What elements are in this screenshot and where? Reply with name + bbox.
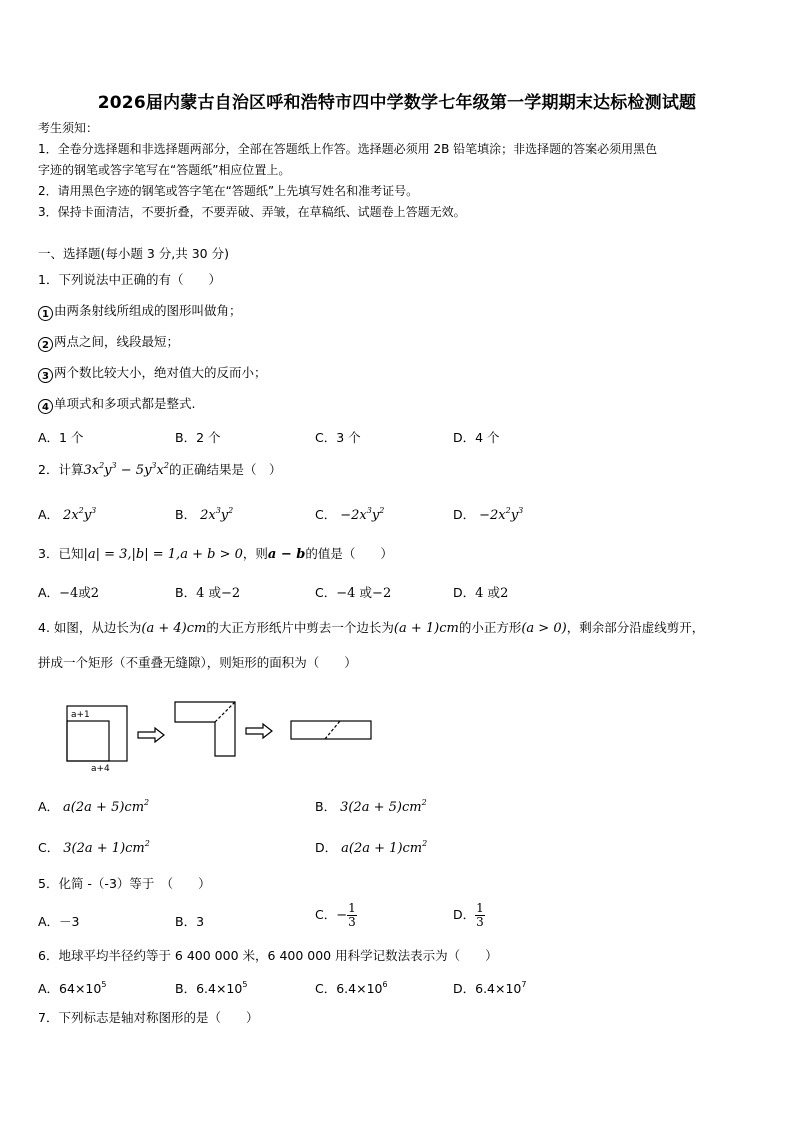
q3-target: a − b (267, 547, 306, 562)
option-label: A． (38, 585, 60, 600)
q2-suffix: 的正确结果是（ ） (168, 462, 282, 477)
statement-4 (38, 396, 195, 414)
q2-option-b: B． $2x^3y^2$ (175, 506, 234, 523)
section-heading: 一、选择题(每小题 3 分,共 30 分) (38, 246, 229, 261)
small-square (67, 721, 109, 761)
question-3-stem (38, 546, 393, 563)
statement-2 (38, 334, 179, 352)
q6-option-a: A．$64\times 10^5$ (38, 980, 107, 996)
circled-number: 1 (38, 306, 53, 321)
option-label: B． (175, 507, 197, 522)
q4-option-b: B． $3(2a + 5)cm^2$ (315, 798, 427, 815)
small-square-label: a+1 (71, 710, 90, 720)
page-title: 2026届内蒙古自治区呼和浩特市四中学数学七年级第一学期期末达标检测试题 (97, 93, 697, 113)
notice-item-3: 3．保持卡面清洁，不要折叠，不要弄破、弄皱，在草稿纸、试题卷上答题无效。 (38, 205, 466, 219)
l-shape (175, 702, 235, 756)
option-label: D． (453, 585, 476, 600)
notice-heading: 考生须知： (38, 121, 99, 135)
q1-option-a: A．1 个 (38, 430, 84, 445)
q3-option-a: A．−4或2 (38, 585, 100, 601)
q1-option-c: C．3 个 (315, 430, 361, 445)
option-label: B． (175, 585, 197, 600)
statement-3 (38, 365, 267, 383)
q3-option-b: B．4 或−2 (175, 585, 241, 601)
q4-mid2: 的小正方形 (458, 620, 522, 635)
q4-option-a: A． $a(2a + 5)cm^2$ (38, 798, 150, 815)
dashed-cut (325, 721, 340, 739)
statement-text: 单项式和多项式都是整式. (54, 396, 196, 411)
option-label: A． (38, 799, 60, 814)
notice-item-2: 2．请用黑色字迹的钢笔或答字笔在“答题纸”上先填写姓名和准考证号。 (38, 184, 419, 198)
q2-expression: $3x^2y^3 - 5y^3x^2$ (83, 461, 169, 478)
q1-option-b: B．2 个 (175, 430, 221, 445)
option-label: C． (315, 507, 337, 522)
fraction: $\frac{1}{3}$ (348, 901, 356, 929)
q6-option-c: C．$6.4\times 10^6$ (315, 980, 388, 996)
rectangle (291, 721, 371, 739)
q2-prefix: 2．计算 (38, 462, 84, 477)
option-label: D． (453, 907, 476, 922)
notice-item-1-line-2: 字迹的钢笔或答字笔写在“答题纸”相应位置上。 (38, 163, 291, 177)
big-square-label: a+4 (91, 764, 110, 774)
q4-prefix: 4. 如图，从边长为 (38, 620, 142, 635)
circled-number: 2 (38, 337, 53, 352)
q4-figure (55, 696, 385, 776)
q4-suffix: ，剩余部分沿虚线剪开， (566, 620, 705, 635)
q1-option-d: D．4 个 (453, 430, 500, 445)
fraction: $\frac{1}{3}$ (476, 901, 484, 929)
q6-option-b: B．$6.4\times 10^5$ (175, 980, 248, 996)
statement-text: 两个数比较大小，绝对值大的反而小； (54, 365, 267, 380)
option-label: D． (453, 507, 476, 522)
question-1-stem: 1．下列说法中正确的有（ ） (38, 272, 221, 287)
option-label: D． (315, 840, 338, 855)
q5-option-b: B．3 (175, 914, 205, 929)
dashed-cut (215, 702, 235, 722)
q2-option-c: C． $-2x^3y^2$ (315, 506, 385, 523)
statement-text: 由两条射线所组成的图形叫做角； (54, 303, 242, 318)
q3-prefix: 3．已知 (38, 546, 84, 561)
q3-middle: ，则 (242, 546, 268, 561)
question-6-stem: 6．地球平均半径约等于 6 400 000 米，6 400 000 用科学记数法表示为（ ） (38, 948, 498, 963)
notice-item-1-line-1: 1．全卷分选择题和非选择题两部分，全部在答题纸上作答。选择题必须用 2B 铅笔填涂；非选择题的答案必须用黑色 (38, 142, 658, 156)
statement-1 (38, 303, 242, 321)
q3-suffix: 的值是（ ） (305, 546, 393, 561)
q3-option-d: D．4 或2 (453, 585, 509, 601)
circled-number: 3 (38, 368, 53, 383)
q4-option-c: C． $3(2a + 1)cm^2$ (38, 839, 150, 856)
q4-mid1: 的大正方形纸片中剪去一个边长为 (206, 620, 394, 635)
q5-option-c: C．− $\frac{1}{3}$ (315, 901, 356, 929)
option-label: C． (38, 840, 60, 855)
option-label: C． (315, 907, 337, 922)
q6-option-d: D．$6.4\times 10^7$ (453, 980, 527, 996)
q3-option-c: C．−4 或−2 (315, 585, 392, 601)
q5-option-a: A．－3 (38, 914, 80, 929)
q2-option-d: D． $-2x^2y^3$ (453, 506, 524, 523)
arrow-right-icon (246, 724, 272, 738)
option-label: C． (315, 585, 337, 600)
question-4-stem-line-2: 拼成一个矩形（不重叠无缝隙），则矩形的面积为（ ） (38, 655, 357, 670)
q4-option-d: D． $a(2a + 1)cm^2$ (315, 839, 428, 856)
question-5-stem: 5．化简 -（-3）等于 （ ） (38, 876, 211, 891)
q2-option-a: A． $2x^2y^3$ (38, 506, 97, 523)
statement-text: 两点之间，线段最短； (54, 334, 180, 349)
question-7-stem: 7．下列标志是轴对称图形的是（ ） (38, 1010, 259, 1025)
circled-number: 4 (38, 399, 53, 414)
option-label: A． (38, 507, 60, 522)
question-4-stem-line-1: 4. 如图，从边长为(a + 4)cm的大正方形纸片中剪去一个边长为(a + 1)cm的小正方形(a > 0)，剩余部分沿虚线剪开， (38, 620, 705, 636)
question-2-stem (38, 462, 281, 479)
option-label: B． (315, 799, 337, 814)
q5-option-d (453, 902, 485, 929)
q3-condition: |a| = 3,|b| = 1,a + b > 0 (83, 547, 243, 562)
arrow-right-icon (138, 728, 164, 742)
